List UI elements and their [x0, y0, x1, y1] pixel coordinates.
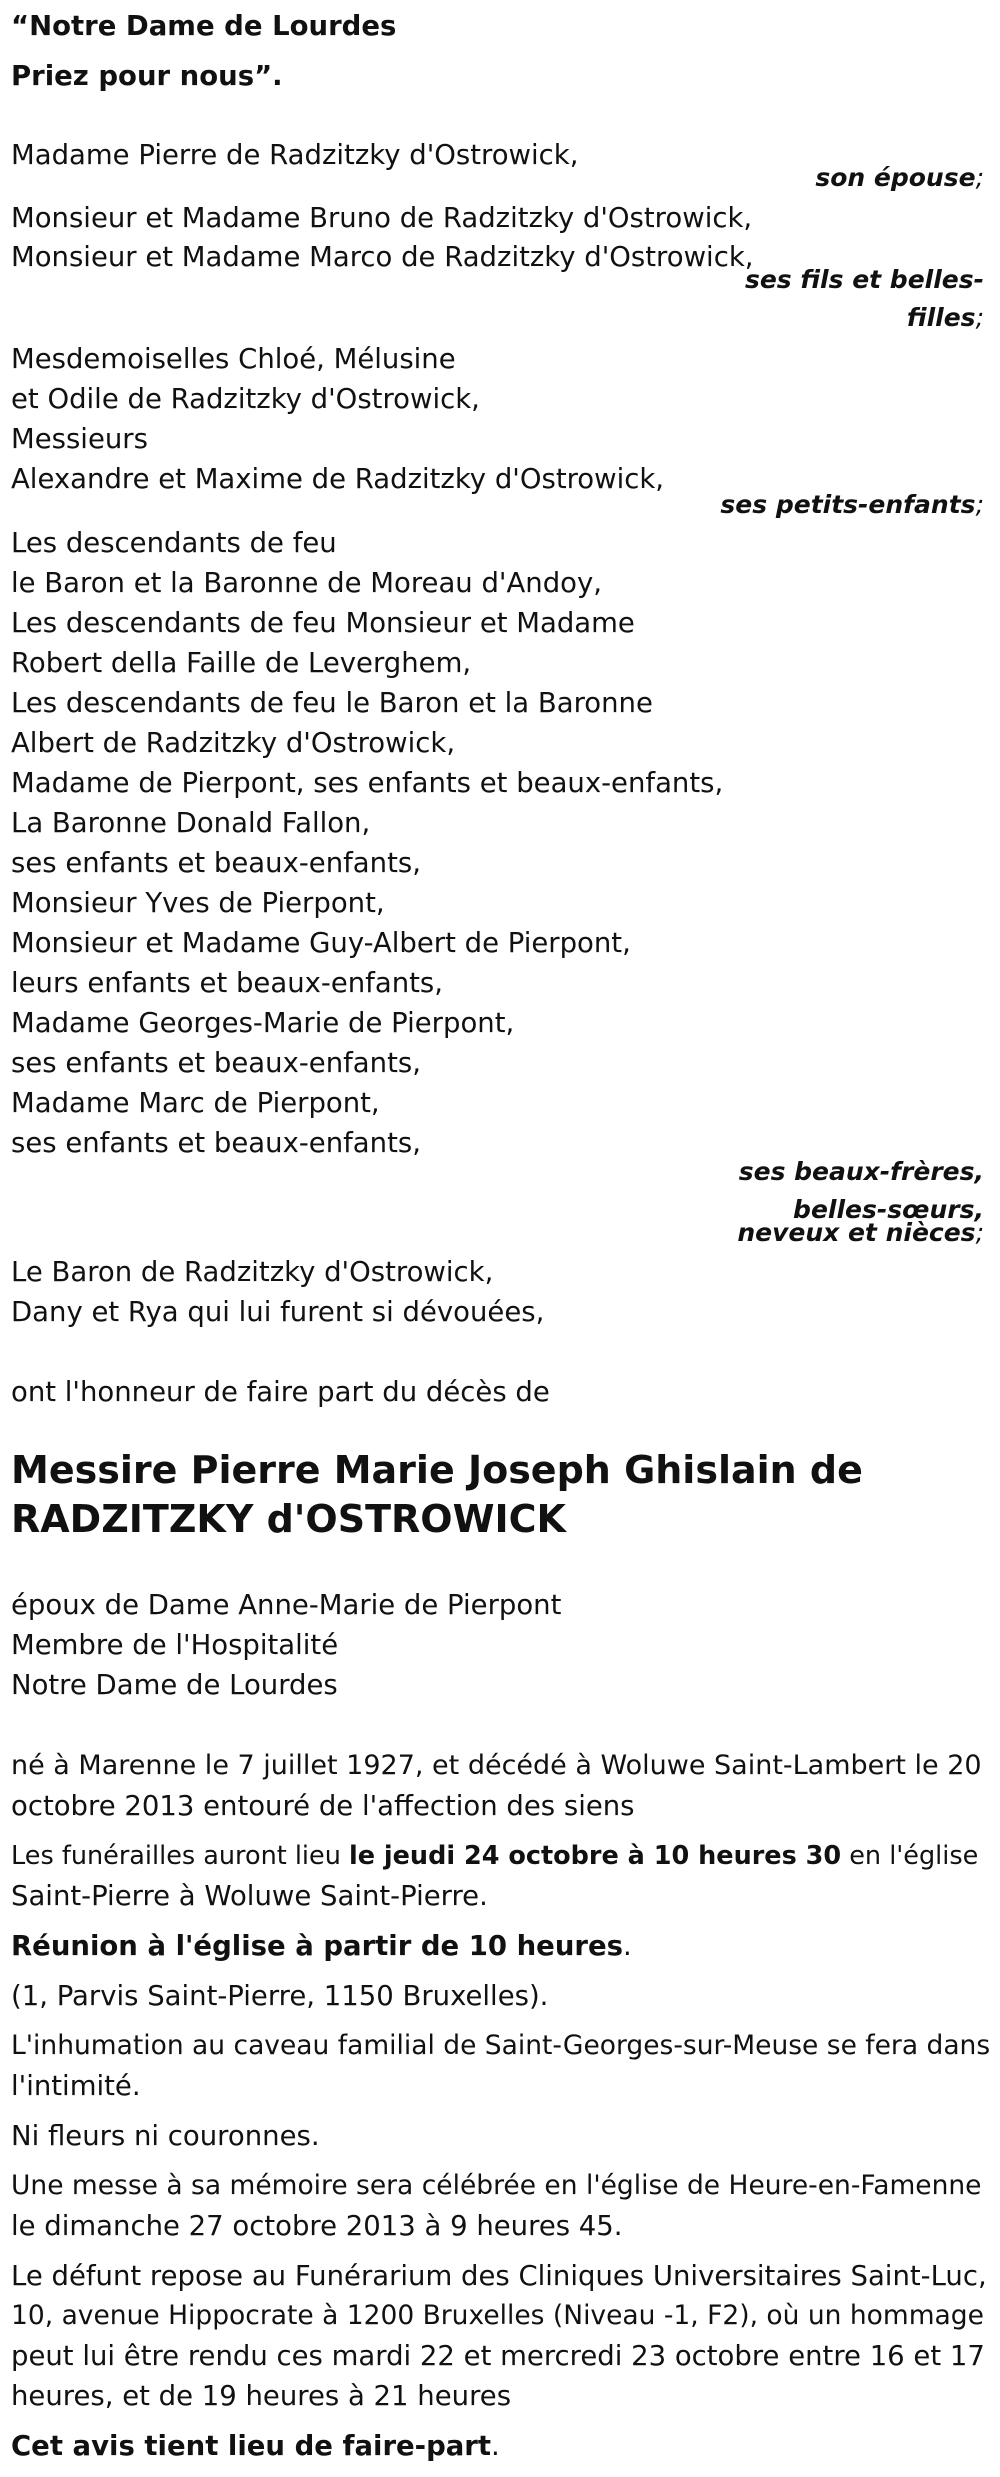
description-line-2: Membre de l'Hospitalité: [11, 1629, 339, 1661]
inlaw-line-8: La Baronne Donald Fallon,: [11, 807, 371, 839]
description-line-1: époux de Dame Anne-Marie de Pierpont: [11, 1589, 562, 1621]
reunion-line: Réunion à l'église à partir de 10 heures.: [11, 1930, 632, 1962]
grandchild-line-3: Messieurs: [11, 423, 148, 455]
rest-line-1: Le défunt repose au Funérarium des Cliniques Universitaires Saint-Luc,: [11, 2260, 987, 2292]
other-line-1: Le Baron de Radzitzky d'Ostrowick,: [11, 1256, 494, 1288]
closing-line: Cet avis tient lieu de faire-part.: [11, 2430, 500, 2462]
burial-line-2: l'intimité.: [11, 2070, 141, 2102]
announcement: ont l'honneur de faire part du décès de: [11, 1376, 550, 1408]
funeral-line-1: Les funérailles auront lieu le jeudi 24 octobre à 10 heures 30 en l'église: [11, 1841, 979, 1871]
child-line-1: Monsieur et Madame Bruno de Radzitzky d'Ostrowick,: [11, 202, 753, 234]
inlaw-line-14: ses enfants et beaux-enfants,: [11, 1047, 421, 1079]
inlaw-line-5: Les descendants de feu le Baron et la Baronne: [11, 687, 653, 719]
prayer-line-2: Priez pour nous”.: [11, 60, 283, 92]
inlaw-line-7: Madame de Pierpont, ses enfants et beaux-enfants,: [11, 767, 724, 799]
inlaw-line-6: Albert de Radzitzky d'Ostrowick,: [11, 727, 456, 759]
rest-line-3: peut lui être rendu ces mardi 22 et mercredi 23 octobre entre 16 et 17: [11, 2340, 985, 2372]
grandchild-line-4: Alexandre et Maxime de Radzitzky d'Ostrowick,: [11, 463, 665, 495]
inlaw-line-11: Monsieur et Madame Guy-Albert de Pierpont,: [11, 927, 631, 959]
flowers-line: Ni fleurs ni couronnes.: [11, 2120, 320, 2152]
child-line-2: Monsieur et Madame Marco de Radzitzky d'Ostrowick,: [11, 241, 754, 273]
role-inlaws-line-2: belles-sœurs,: [793, 1195, 984, 1224]
inlaw-line-4: Robert della Faille de Leverghem,: [11, 647, 472, 679]
role-children-line-1: ses fils et belles-: [744, 265, 984, 294]
rest-line-4: heures, et de 19 heures à 21 heures: [11, 2380, 512, 2412]
birth-line-1: né à Marenne le 7 juillet 1927, et décédé à Woluwe Saint-Lambert le 20: [11, 1750, 982, 1781]
rest-line-2: 10, avenue Hippocrate à 1200 Bruxelles (Niveau -1, F2), où un hommage: [11, 2300, 984, 2331]
description-line-3: Notre Dame de Lourdes: [11, 1669, 338, 1701]
role-grandchildren: ses petits-enfants;: [720, 490, 984, 519]
role-children-line-2: filles;: [906, 303, 984, 332]
spouse-name: Madame Pierre de Radzitzky d'Ostrowick,: [11, 139, 579, 171]
funeral-line-2: Saint-Pierre à Woluwe Saint-Pierre.: [11, 1880, 488, 1912]
inlaw-line-13: Madame Georges-Marie de Pierpont,: [11, 1007, 515, 1039]
role-inlaws-line-1: ses beaux-frères,: [738, 1157, 984, 1186]
other-line-2: Dany et Rya qui lui furent si dévouées,: [11, 1296, 545, 1328]
burial-line-1: L'inhumation au caveau familial de Saint-Georges-sur-Meuse se fera dans: [11, 2030, 991, 2061]
address-line: (1, Parvis Saint-Pierre, 1150 Bruxelles).: [11, 1980, 549, 2012]
role-inlaws-line-3: neveux et nièces;: [737, 1218, 984, 1247]
inlaw-line-3: Les descendants de feu Monsieur et Madame: [11, 607, 635, 639]
inlaw-line-9: ses enfants et beaux-enfants,: [11, 847, 421, 879]
inlaw-line-16: ses enfants et beaux-enfants,: [11, 1127, 421, 1159]
role-spouse: son épouse;: [815, 163, 984, 192]
mass-line-2: le dimanche 27 octobre 2013 à 9 heures 45.: [11, 2210, 623, 2242]
birth-line-2: octobre 2013 entouré de l'affection des siens: [11, 1790, 635, 1822]
grandchild-line-1: Mesdemoiselles Chloé, Mélusine: [11, 343, 456, 375]
grandchild-line-2: et Odile de Radzitzky d'Ostrowick,: [11, 383, 480, 415]
inlaw-line-12: leurs enfants et beaux-enfants,: [11, 967, 443, 999]
inlaw-line-10: Monsieur Yves de Pierpont,: [11, 887, 385, 919]
prayer-line-1: “Notre Dame de Lourdes: [11, 10, 397, 42]
deceased-name-line-1: Messire Pierre Marie Joseph Ghislain de: [11, 1448, 863, 1492]
inlaw-line-2: le Baron et la Baronne de Moreau d'Andoy,: [11, 567, 603, 599]
mass-line-1: Une messe à sa mémoire sera célébrée en l'église de Heure-en-Famenne: [11, 2170, 982, 2201]
inlaw-line-15: Madame Marc de Pierpont,: [11, 1087, 380, 1119]
deceased-name-line-2: RADZITZKY d'OSTROWICK: [11, 1497, 566, 1541]
inlaw-line-1: Les descendants de feu: [11, 527, 337, 559]
